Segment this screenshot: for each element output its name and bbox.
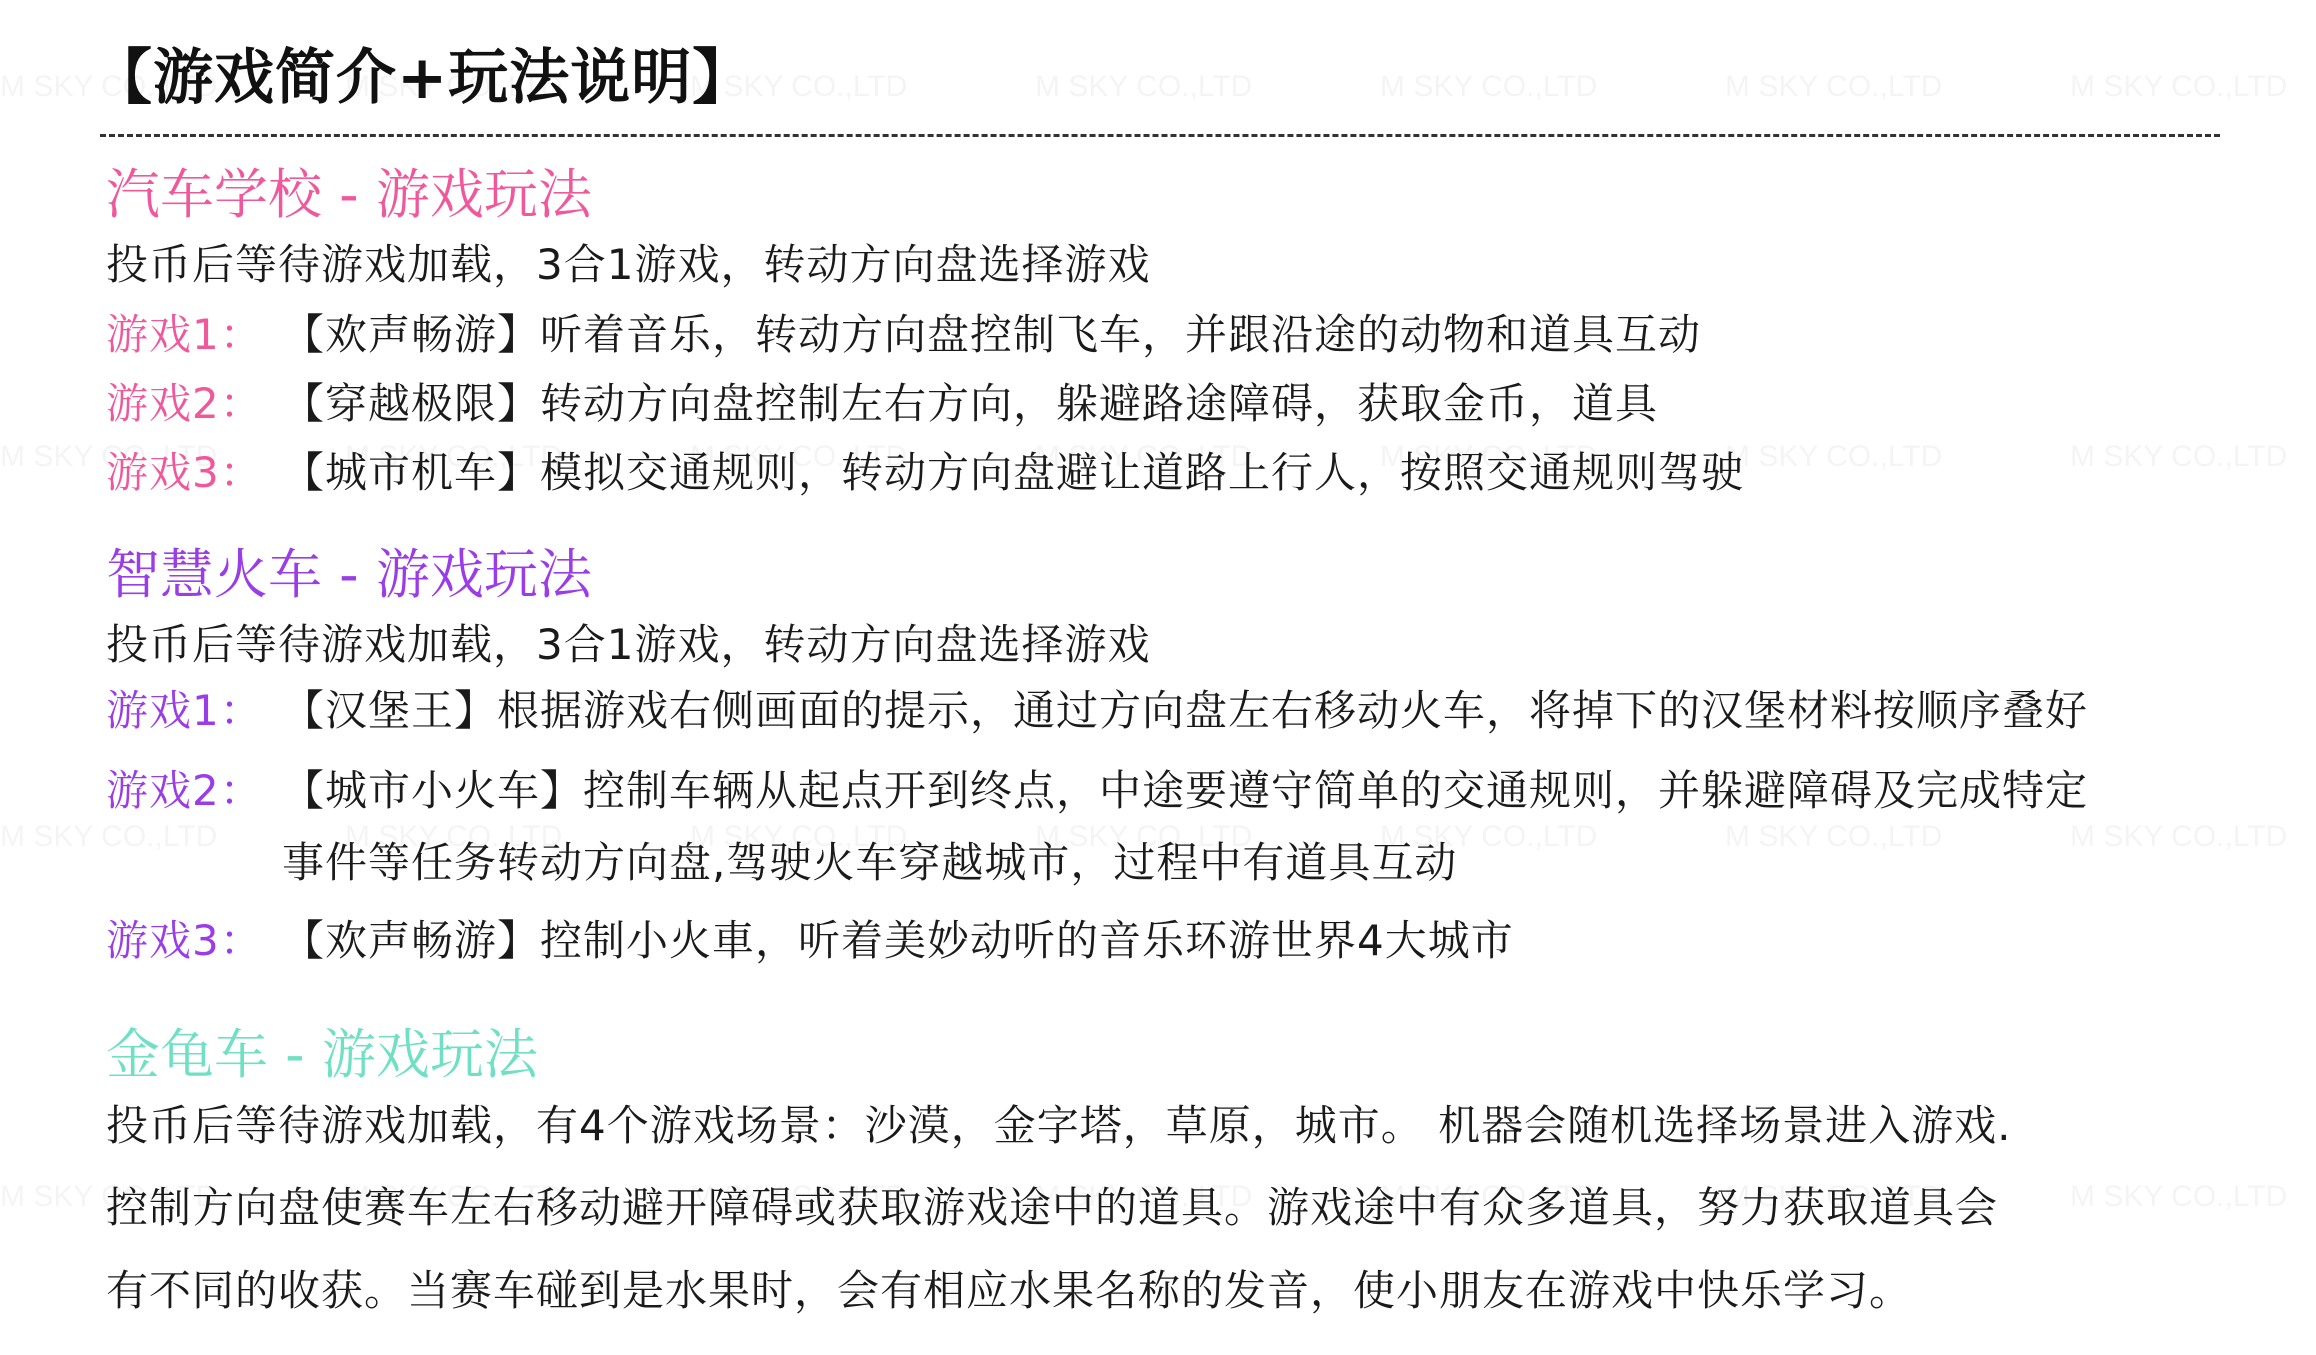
- game-description: 【城市小火车】控制车辆从起点开到终点，中途要遵守简单的交通规则，并躲避障碍及完成特定: [282, 766, 2089, 815]
- game-label: 游戏1：: [106, 686, 263, 735]
- game-label: 游戏1：: [106, 310, 263, 359]
- game-label: 游戏2：: [106, 379, 263, 428]
- game-description: 【欢声畅游】听着音乐，转动方向盘控制飞车，并跟沿途的动物和道具互动: [282, 310, 1702, 359]
- watermark-text: [1725, 820, 1942, 854]
- game-label: 游戏3：: [106, 448, 263, 497]
- game-item: [106, 440, 1744, 500]
- watermark-text: [1725, 440, 1942, 474]
- section-title-smart-train: 智慧火车 - 游戏玩法: [106, 543, 592, 606]
- watermark-text: [2070, 70, 2287, 104]
- game-description-continued: 事件等任务转动方向盘,驾驶火车穿越城市，过程中有道具互动: [282, 838, 1458, 887]
- watermark-text: [1380, 70, 1597, 104]
- game-item: [106, 371, 1658, 431]
- section-intro: 投币后等待游戏加载，3合1游戏，转动方向盘选择游戏: [106, 620, 1151, 669]
- section-title-car-school: 汽车学校 - 游戏玩法: [106, 163, 592, 226]
- watermark-text: [1035, 70, 1252, 104]
- game-item: [106, 678, 2088, 738]
- section-paragraph: 控制方向盘使赛车左右移动避开障碍或获取游戏途中的道具。游戏途中有众多道具，努力获取道具会: [106, 1183, 1999, 1232]
- game-label: 游戏2：: [106, 766, 263, 815]
- page-title: 【游戏简介+玩法说明】: [92, 43, 754, 113]
- section-intro: 投币后等待游戏加载，3合1游戏，转动方向盘选择游戏: [106, 240, 1151, 289]
- dashed-divider: [100, 134, 2220, 137]
- game-description: 【欢声畅游】控制小火車，听着美妙动听的音乐环游世界4大城市: [282, 916, 1514, 965]
- watermark-text: [0, 820, 217, 854]
- game-item: [106, 908, 1514, 968]
- game-description: 【汉堡王】根据游戏右侧画面的提示，通过方向盘左右移动火车，将掉下的汉堡材料按顺序叠好: [282, 686, 2089, 735]
- watermark-text: [1725, 70, 1942, 104]
- section-paragraph: 投币后等待游戏加载，有4个游戏场景：沙漠，金字塔，草原，城市。 机器会随机选择场景进入游戏.: [106, 1101, 2012, 1150]
- game-label: 游戏3：: [106, 916, 263, 965]
- game-description: 【穿越极限】转动方向盘控制左右方向，躲避路途障碍，获取金币，道具: [282, 379, 1659, 428]
- game-description: 【城市机车】模拟交通规则，转动方向盘避让道路上行人，按照交通规则驾驶: [282, 448, 1745, 497]
- watermark-text: [2070, 820, 2287, 854]
- watermark-text: [2070, 440, 2287, 474]
- game-item: [106, 758, 2088, 818]
- section-title-beetle-car: 金龟车 - 游戏玩法: [106, 1023, 538, 1086]
- watermark-text: [2070, 1180, 2287, 1214]
- section-paragraph: 有不同的收获。当赛车碰到是水果时，会有相应水果名称的发音，使小朋友在游戏中快乐学习。: [106, 1266, 1913, 1315]
- game-item: [106, 302, 1701, 362]
